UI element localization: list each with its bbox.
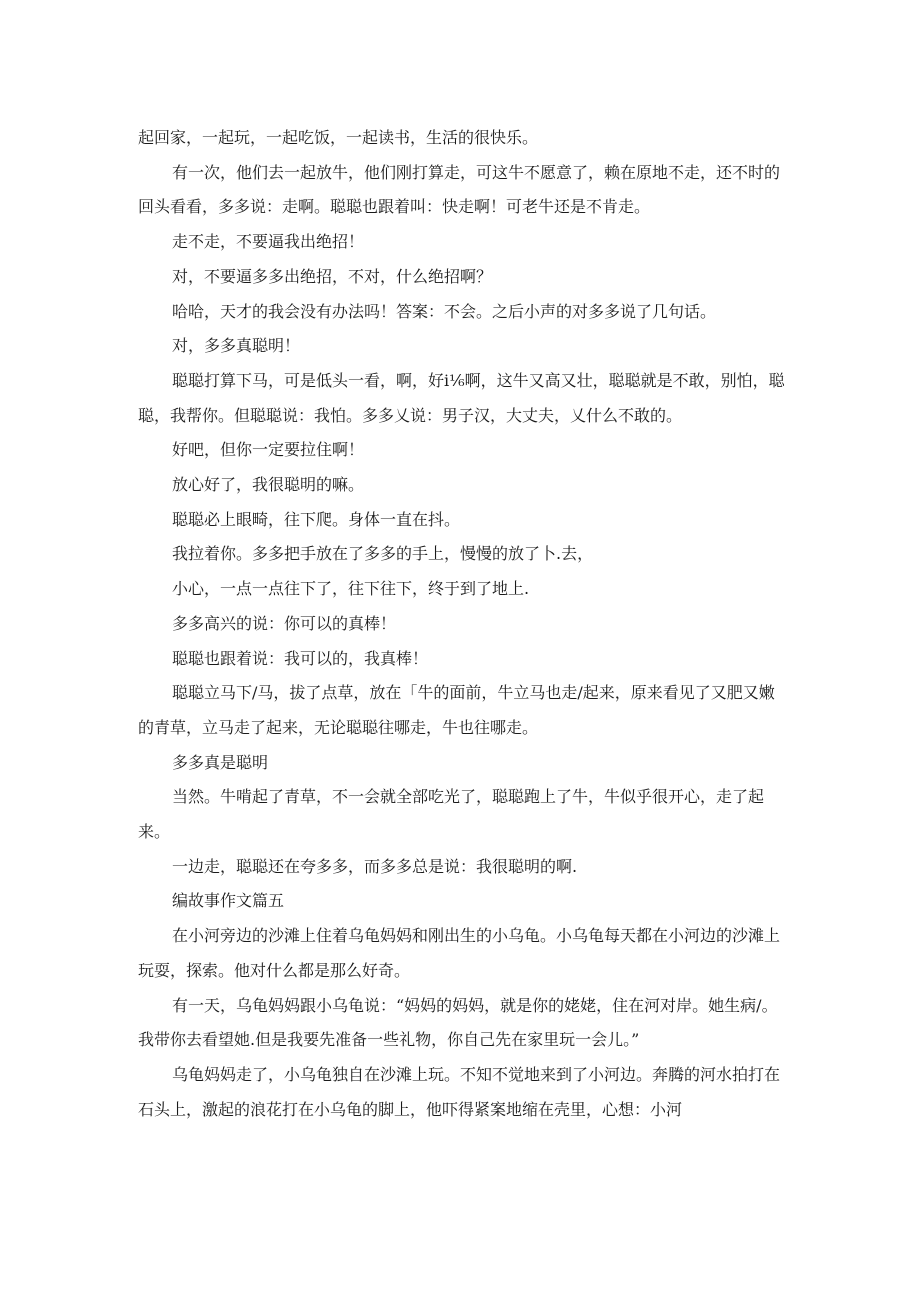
paragraph: 小心，一点一点往下了，往下往下，终于到了地上. <box>172 579 530 599</box>
paragraph: 聪聪也跟着说：我可以的，我真棒！ <box>172 648 429 668</box>
paragraph: 一边走，聪聪还在夸多多，而多多总是说：我很聪明的啊. <box>172 856 578 876</box>
paragraph: 哈哈，天才的我会没有办法吗！答案：不会。之后小声的对多多说了几句话。 <box>172 301 717 321</box>
paragraph: 对，多多真聪明！ <box>172 336 301 356</box>
document-body <box>138 121 788 1127</box>
section-heading: 编故事作文篇五 <box>172 891 285 911</box>
paragraph: 我拉着你。多多把手放在了多多的手上，慢慢的放了卜.去， <box>172 544 594 564</box>
paragraph: 聪聪必上眼畸，往下爬。身体一直在抖。 <box>172 509 461 529</box>
paragraph: 起回家，一起玩，一起吃饭，一起读书，生活的很快乐。 <box>138 128 539 147</box>
paragraph: 乌龟妈妈走了，小乌龟独自在沙滩上玩。不知不觉地来到了小河边。奔腾的河水拍打在石头上，激起的浪花打在小乌龟的脚上，他吓得紧案地缩在壳里，心想：小河 <box>138 1064 781 1119</box>
paragraph: 好吧，但你一定要拉住啊！ <box>172 440 365 460</box>
paragraph: 有一天，乌龟妈妈跟小乌龟说：“妈妈的妈妈，就是你的姥姥，住在河对岸。她生病/。我带你去看望她.但是我要先准备一些礼物，你自己先在家里玩一会儿。” <box>138 995 778 1050</box>
paragraph: 走不走，不要逼我出绝招！ <box>172 232 365 252</box>
paragraph: 多多高兴的说：你可以的真棒！ <box>172 613 397 633</box>
paragraph: 对，不要逼多多出绝招，不对，什么绝招啊？ <box>172 266 493 286</box>
paragraph: 多多真是聪明 <box>172 752 269 772</box>
paragraph: 聪聪立马下/马，拔了点草，放在「牛的面前，牛立马也走/起来，原来看见了又肥又嫩的青草，立马走了起来，无论聪聪往哪走，牛也往哪走。 <box>138 683 775 737</box>
paragraph: 放心好了，我很聪明的嘛。 <box>172 475 365 495</box>
paragraph: 聪聪打算下马，可是低头一看，啊，好i⅙啊，这牛又高又壮，聪聪就是不敢，别怕，聪聪，我帮你。但聪聪说：我怕。多多乂说：男子汉，大丈夫，乂什么不敢的。 <box>138 370 785 425</box>
paragraph: 当然。牛啃起了青草，不一会就全部吃光了，聪聪跑上了牛，牛似乎很开心，走了起来。 <box>138 787 765 842</box>
paragraph: 有一次，他们去一起放牛，他们刚打算走，可这牛不愿意了，赖在原地不走，还不时的回头看看，多多说：走啊。聪聪也跟着叫：快走啊！可老牛还是不肯走。 <box>138 162 781 217</box>
paragraph: 在小河旁边的沙滩上住着乌龟妈妈和刚出生的小乌龟。小乌龟每天都在小河边的沙滩上玩耍，探索。他对什么都是那么好奇。 <box>138 926 781 980</box>
